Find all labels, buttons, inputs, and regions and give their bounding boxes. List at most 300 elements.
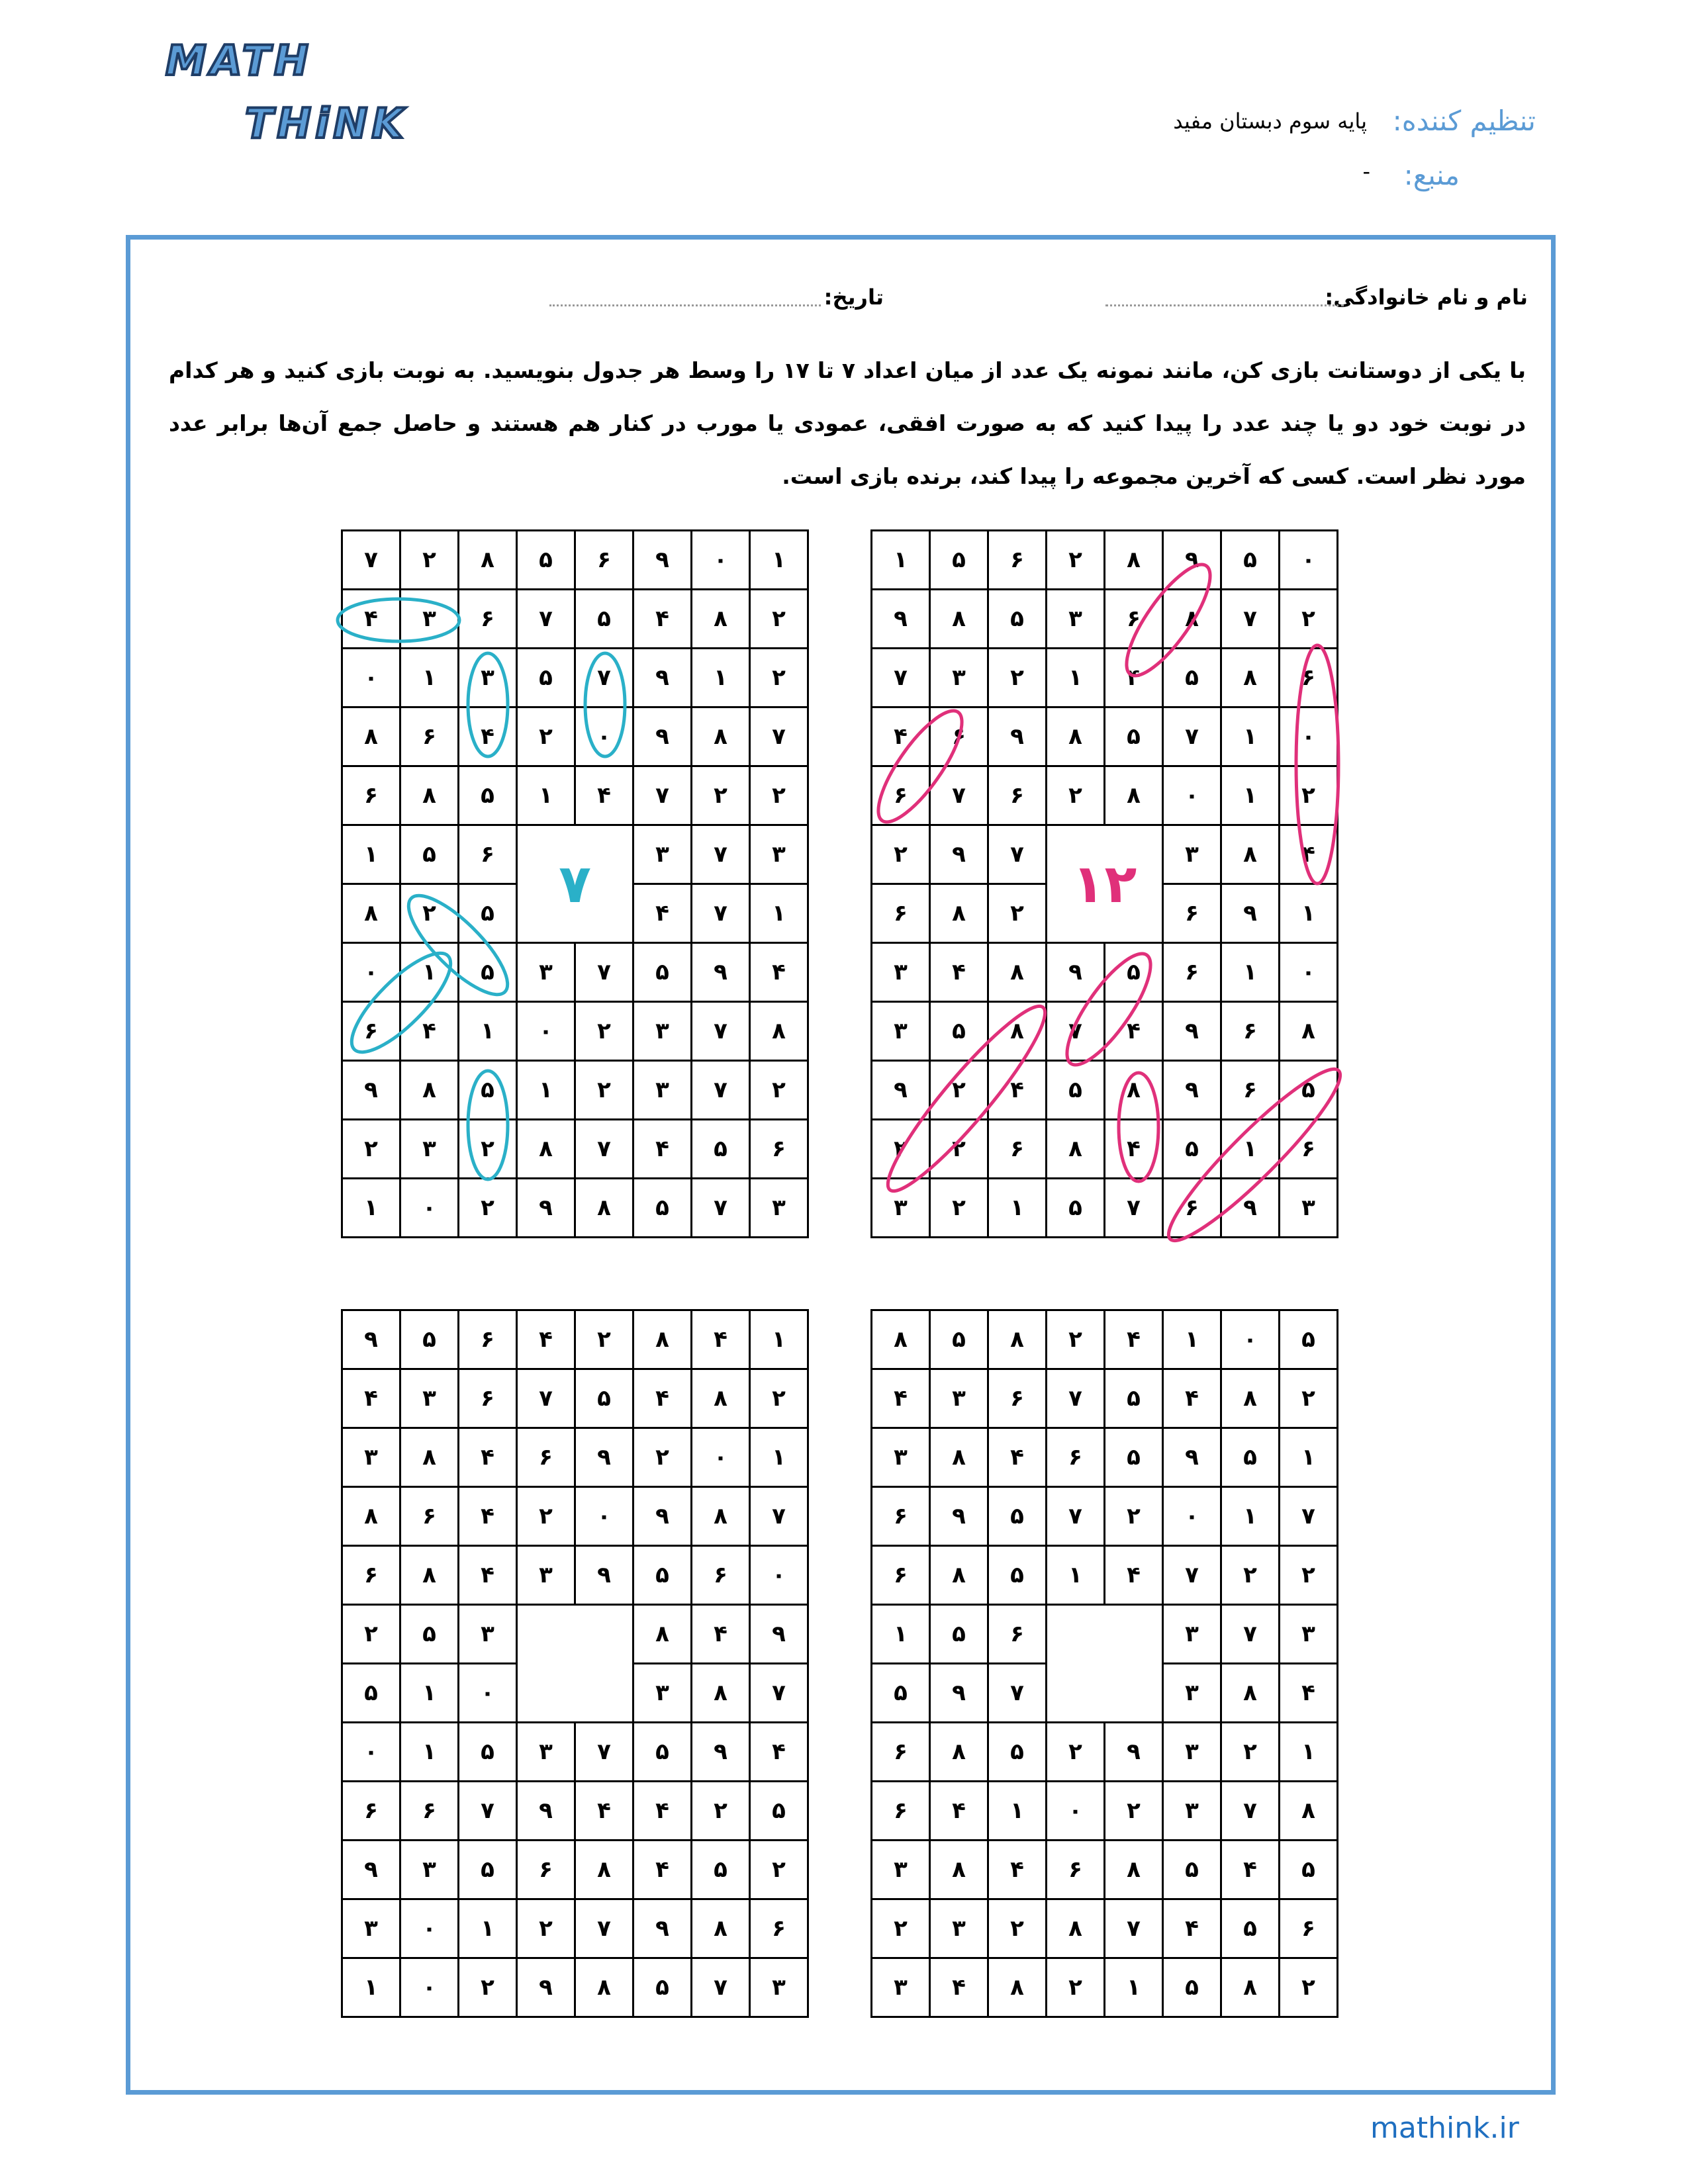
- grid-row: [342, 825, 808, 884]
- grid-cell: ۲: [633, 1428, 692, 1487]
- grid-cell: ۹: [930, 825, 988, 884]
- grid-cell: ۵: [459, 884, 517, 943]
- grid-cell: ۲: [400, 531, 459, 590]
- grid-cell: ۸: [400, 1061, 459, 1120]
- grid-cell: ۵: [930, 1002, 988, 1061]
- grid-cell: ۵: [1221, 1428, 1280, 1487]
- grid-cell: ۰: [342, 1723, 400, 1782]
- grid-cell: ۵: [930, 1310, 988, 1369]
- grid-cell: ۲: [988, 884, 1047, 943]
- grid-cell: ۰: [342, 943, 400, 1002]
- grid-cell: ۴: [342, 590, 400, 649]
- grid-cell: ۸: [1105, 1841, 1163, 1899]
- grid-cell: ۵: [517, 531, 575, 590]
- grid-row: [872, 1310, 1338, 1369]
- grid-cell: ۸: [1221, 1958, 1280, 2017]
- number-grid-top-left: [341, 529, 809, 1238]
- grid-row: [342, 1310, 808, 1369]
- grid-cell: ۶: [750, 1899, 808, 1958]
- grid-cell: ۶: [1163, 943, 1221, 1002]
- grid-cell: ۴: [633, 1120, 692, 1179]
- grid-row: [872, 825, 1338, 884]
- grid-cell: ۸: [1047, 1899, 1105, 1958]
- grid-cell: ۳: [633, 1664, 692, 1723]
- grid-cell: ۰: [1280, 707, 1338, 766]
- grid-cell: ۰: [400, 1899, 459, 1958]
- grid-row: [872, 1723, 1338, 1782]
- grid-cell: ۰: [1047, 1782, 1105, 1841]
- math-think-logo: [165, 36, 430, 162]
- grid-cell: ۸: [1105, 531, 1163, 590]
- grid-cell: ۶: [1047, 1428, 1105, 1487]
- grid-cell: ۹: [872, 590, 930, 649]
- grid-cell: ۰: [342, 649, 400, 707]
- grid-cell: ۵: [1105, 1428, 1163, 1487]
- grid-cell: ۷: [1163, 707, 1221, 766]
- grid-cell: ۴: [930, 1958, 988, 2017]
- grid-row: [342, 649, 808, 707]
- grid-cell: ۴: [575, 1782, 633, 1841]
- grid-cell: ۲: [517, 1487, 575, 1546]
- grid-cell: ۰: [400, 1179, 459, 1238]
- grid-cell: ۲: [692, 1782, 750, 1841]
- grid-cell: ۶: [575, 531, 633, 590]
- grid-cell: ۷: [517, 1369, 575, 1428]
- grid-cell: ۰: [517, 1002, 575, 1061]
- grid-cell: ۱: [1280, 1723, 1338, 1782]
- grid-cell: ۹: [342, 1841, 400, 1899]
- grid-row: [342, 1428, 808, 1487]
- grid-cell: ۲: [1047, 1310, 1105, 1369]
- grid-cell: ۱: [400, 649, 459, 707]
- grid-cell: ۴: [1163, 1369, 1221, 1428]
- grid-cell: ۵: [633, 943, 692, 1002]
- grid-cell: ۴: [633, 1841, 692, 1899]
- grid-row: [872, 1179, 1338, 1238]
- grid-cell: ۵: [633, 1723, 692, 1782]
- logo-line-2: THiNK: [245, 99, 408, 148]
- grid-cell: ۹: [692, 1723, 750, 1782]
- grid-cell: ۱: [1221, 1487, 1280, 1546]
- grid-cell: ۸: [692, 1664, 750, 1723]
- grid-cell: ۷: [1047, 1369, 1105, 1428]
- grid-row: [342, 1369, 808, 1428]
- grid-cell: ۵: [400, 1605, 459, 1664]
- grid-row: [872, 1369, 1338, 1428]
- grid-row: [872, 1428, 1338, 1487]
- grid-cell: ۳: [750, 1958, 808, 2017]
- grid-cell: ۴: [930, 943, 988, 1002]
- grid-cell: ۴: [1163, 1899, 1221, 1958]
- grid-cell: ۳: [459, 1605, 517, 1664]
- grid-cell: ۳: [750, 1179, 808, 1238]
- grid-cell: ۳: [750, 825, 808, 884]
- grid-cell: ۶: [459, 1369, 517, 1428]
- grid-cell: ۷: [692, 825, 750, 884]
- grid-cell: ۶: [342, 1002, 400, 1061]
- grid-cell: ۵: [459, 1723, 517, 1782]
- grid-cell: ۲: [750, 766, 808, 825]
- grid-cell: ۷: [692, 1002, 750, 1061]
- grid-cell: ۶: [1221, 1061, 1280, 1120]
- grid-cell: ۳: [872, 943, 930, 1002]
- grid-cell: ۸: [1221, 1369, 1280, 1428]
- grid-cell: ۶: [1280, 1899, 1338, 1958]
- grid-cell: ۷: [1280, 1487, 1338, 1546]
- grid-cell: ۴: [750, 1723, 808, 1782]
- grid-cell: ۹: [1047, 943, 1105, 1002]
- grid-cell: ۱: [1163, 1310, 1221, 1369]
- grid-cell: ۸: [1221, 649, 1280, 707]
- grid-cell: ۳: [1280, 1605, 1338, 1664]
- grid-cell: ۹: [1221, 1179, 1280, 1238]
- grid-cell: ۴: [1105, 1002, 1163, 1061]
- grid-cell: ۸: [1047, 707, 1105, 766]
- grid-cell: ۴: [1280, 825, 1338, 884]
- grid-cell: ۶: [988, 766, 1047, 825]
- grid-cell: ۷: [750, 1487, 808, 1546]
- grid-cell: ۶: [400, 1782, 459, 1841]
- grid-cell: ۷: [575, 943, 633, 1002]
- grid-row: [342, 707, 808, 766]
- grid-cell: ۵: [342, 1664, 400, 1723]
- grid-cell: ۸: [988, 943, 1047, 1002]
- grid-cell: ۷: [1105, 1899, 1163, 1958]
- grid-cell: ۰: [400, 1958, 459, 2017]
- grid-cell: ۹: [872, 1061, 930, 1120]
- grid-row: [872, 1546, 1338, 1605]
- grid-cell: ۸: [692, 707, 750, 766]
- grid-cell: ۸: [692, 590, 750, 649]
- grid-cell: ۸: [988, 1002, 1047, 1061]
- grid-row: [872, 1061, 1338, 1120]
- grid-cell: ۵: [1163, 1841, 1221, 1899]
- grid-cell: ۳: [1163, 1664, 1221, 1723]
- grid-cell: ۱: [342, 1958, 400, 2017]
- grid-cell: ۷: [575, 1120, 633, 1179]
- grid-cell: ۸: [342, 707, 400, 766]
- grid-cell: ۴: [1105, 1310, 1163, 1369]
- grid-cell: ۷: [1221, 1782, 1280, 1841]
- grid-cell: ۸: [692, 1899, 750, 1958]
- grid-cell: ۴: [459, 1487, 517, 1546]
- grid-cell: ۷: [692, 884, 750, 943]
- grid-cell: ۲: [575, 1061, 633, 1120]
- name-field[interactable]: [1105, 304, 1344, 306]
- grid-cell: ۹: [1163, 531, 1221, 590]
- date-field[interactable]: [549, 304, 821, 306]
- grid-cell: ۷: [517, 590, 575, 649]
- grid-row: [342, 1061, 808, 1120]
- grid-cell: ۱: [750, 1310, 808, 1369]
- grid-cell: ۳: [930, 1369, 988, 1428]
- grid-cell: ۴: [872, 707, 930, 766]
- grid-cell: ۵: [1105, 707, 1163, 766]
- grid-cell: ۷: [692, 1179, 750, 1238]
- grid-cell: ۷: [575, 649, 633, 707]
- grid-cell: ۵: [692, 1841, 750, 1899]
- grid-cell: ۹: [517, 1179, 575, 1238]
- grid-row: [342, 1487, 808, 1546]
- grid-cell: ۱: [1221, 1120, 1280, 1179]
- grid-cell: ۸: [342, 1487, 400, 1546]
- grid-cell: ۵: [575, 590, 633, 649]
- grid-cell: ۸: [459, 531, 517, 590]
- grid-cell: ۰: [575, 707, 633, 766]
- grid-cell: ۵: [1221, 531, 1280, 590]
- grid-cell: ۵: [692, 1120, 750, 1179]
- grid-cell: ۸: [930, 1546, 988, 1605]
- grid-cell: ۲: [1047, 1958, 1105, 2017]
- grid-cell: ۴: [633, 1369, 692, 1428]
- grid-cell: ۵: [517, 649, 575, 707]
- grid-cell: ۶: [400, 707, 459, 766]
- grid-cell: ۴: [633, 884, 692, 943]
- grid-cell: ۶: [400, 1487, 459, 1546]
- grid-cell: ۵: [1221, 1899, 1280, 1958]
- grid-cell: ۲: [930, 1061, 988, 1120]
- grid-cell: ۷: [930, 766, 988, 825]
- grid-cell: ۳: [633, 1002, 692, 1061]
- grid-row: [342, 1723, 808, 1782]
- grid-cell: ۵: [988, 1487, 1047, 1546]
- grid-cell: ۱: [459, 1002, 517, 1061]
- grid-cell: ۳: [459, 649, 517, 707]
- grid-cell: ۱: [872, 1605, 930, 1664]
- grid-cell: ۵: [988, 590, 1047, 649]
- grid-center-number[interactable]: ۱۲: [1072, 853, 1137, 915]
- grid-cell: ۷: [342, 531, 400, 590]
- name-label: نام و نام خانوادگی:: [1325, 285, 1528, 310]
- grid-cell: ۵: [459, 943, 517, 1002]
- grid-cell: ۸: [575, 1841, 633, 1899]
- grid-cell: ۴: [633, 1782, 692, 1841]
- grid-cell: ۸: [988, 1958, 1047, 2017]
- date-label: تاریخ:: [823, 285, 884, 310]
- grid-cell: ۳: [1163, 1605, 1221, 1664]
- grid-cell: ۱: [1280, 1428, 1338, 1487]
- grid-cell: ۱: [342, 825, 400, 884]
- grid-row: [872, 1002, 1338, 1061]
- grid-cell: ۶: [988, 531, 1047, 590]
- grid-cell: ۳: [400, 590, 459, 649]
- grid-cell: ۹: [1163, 1061, 1221, 1120]
- grid-row: [342, 1002, 808, 1061]
- grid-cell: ۲: [1105, 1782, 1163, 1841]
- grid-cell: ۸: [872, 1310, 930, 1369]
- grid-cell: ۶: [750, 1120, 808, 1179]
- grid-cell: ۷: [633, 766, 692, 825]
- grid-cell: ۲: [872, 825, 930, 884]
- grid-cell: ۱: [1221, 707, 1280, 766]
- grid-cell: ۴: [1105, 649, 1163, 707]
- grid-cell: ۷: [1047, 1487, 1105, 1546]
- grid-cell: ۶: [342, 766, 400, 825]
- grid-cell: ۶: [517, 1428, 575, 1487]
- grid-row: [342, 943, 808, 1002]
- grid-cell: ۶: [342, 1546, 400, 1605]
- grid-cell: ۲: [988, 1899, 1047, 1958]
- grid-cell: ۲: [1221, 1723, 1280, 1782]
- grid-cell: ۲: [342, 1120, 400, 1179]
- number-grid-top-right: [870, 529, 1338, 1238]
- grid-cell: ۴: [988, 1061, 1047, 1120]
- grid-cell: ۶: [342, 1782, 400, 1841]
- grid-row: [872, 766, 1338, 825]
- grid-cell: ۵: [1047, 1179, 1105, 1238]
- grid-cell: ۲: [750, 590, 808, 649]
- grid-cell: ۵: [1280, 1310, 1338, 1369]
- grid-cell: ۲: [459, 1120, 517, 1179]
- grid-cell: ۹: [575, 1428, 633, 1487]
- grid-row: [342, 1958, 808, 2017]
- grid-cell: ۵: [400, 825, 459, 884]
- grid-cell: ۵: [633, 1179, 692, 1238]
- grid-cell: ۹: [575, 1546, 633, 1605]
- grid-cell: ۷: [1047, 1002, 1105, 1061]
- grid-cell: ۹: [1105, 1723, 1163, 1782]
- grid-cell: ۵: [988, 1723, 1047, 1782]
- grid-cell: ۴: [517, 1310, 575, 1369]
- grid-cell: ۸: [400, 1546, 459, 1605]
- grid-cell: ۶: [692, 1546, 750, 1605]
- instructions: با یکی از دوستانت بازی کن، مانند نمونه یک عدد از میان اعداد ۷ تا ۱۷ را وسط هر جدول بنویسید. به نوبت بازی کنید و هر کدام در نوبت خود دو یا چند عدد را پیدا کنید که به صورت افقی، عمودی یا مورب در کنار هم هستند و حاصل جمع آن‌ها برابر عدد مورد نظر است. کسی که آخرین مجموعه را پیدا کند، برنده بازی است.: [169, 357, 1526, 489]
- grid-cell: ۱: [342, 1179, 400, 1238]
- grid-cell: ۸: [400, 1428, 459, 1487]
- grid-cell: ۶: [872, 1546, 930, 1605]
- grid-cell: ۱: [692, 649, 750, 707]
- grid-cell: ۸: [517, 1120, 575, 1179]
- grid-row: [342, 1120, 808, 1179]
- grid-cell: ۶: [1280, 1120, 1338, 1179]
- grid-cell: ۲: [930, 1120, 988, 1179]
- grid-row: [872, 1120, 1338, 1179]
- grid-cell: ۸: [575, 1179, 633, 1238]
- grid-cell: ۸: [1163, 590, 1221, 649]
- grid-cell: ۲: [750, 649, 808, 707]
- grid-cell: ۷: [575, 1899, 633, 1958]
- grid-row: [342, 1841, 808, 1899]
- grid-row: [872, 1782, 1338, 1841]
- grid-cell: ۸: [400, 766, 459, 825]
- grid-cell: ۹: [988, 707, 1047, 766]
- grid-cell: ۶: [872, 1487, 930, 1546]
- grid-cell: ۲: [575, 1310, 633, 1369]
- grid-row: [342, 1546, 808, 1605]
- grid-cell: ۵: [1163, 1120, 1221, 1179]
- grid-center-number[interactable]: [1047, 1605, 1163, 1723]
- grid-cell: ۴: [1105, 1120, 1163, 1179]
- organizer-label: تنظیم کننده:: [1392, 105, 1536, 137]
- grid-cell: ۴: [459, 707, 517, 766]
- grid-cell: ۷: [872, 649, 930, 707]
- grid-center-number[interactable]: [517, 1605, 633, 1723]
- organizer-value: پایه سوم دبستان مفید: [1173, 109, 1367, 134]
- grid-cell: ۳: [872, 1841, 930, 1899]
- grid-cell: ۴: [692, 1310, 750, 1369]
- grid-cell: ۶: [988, 1605, 1047, 1664]
- grid-cell: ۲: [1047, 766, 1105, 825]
- grid-cell: ۹: [633, 1487, 692, 1546]
- grid-cell: ۷: [750, 1664, 808, 1723]
- grid-cell: ۷: [1163, 1546, 1221, 1605]
- grid-cell: ۵: [400, 1310, 459, 1369]
- grid-cell: ۵: [633, 1546, 692, 1605]
- grid-row: [342, 590, 808, 649]
- grid-cell: ۶: [1047, 1841, 1105, 1899]
- grid-cell: ۳: [930, 1899, 988, 1958]
- grid-row: [342, 531, 808, 590]
- grid-cell: ۳: [1163, 1782, 1221, 1841]
- grid-cell: ۳: [1163, 825, 1221, 884]
- grid-cell: ۷: [1221, 590, 1280, 649]
- grid-cell: ۹: [1221, 884, 1280, 943]
- grid-cell: ۵: [1280, 1841, 1338, 1899]
- grid-cell: ۳: [342, 1428, 400, 1487]
- grid-cell: ۹: [633, 649, 692, 707]
- grid-cell: ۶: [1163, 1179, 1221, 1238]
- grid-cell: ۱: [988, 1179, 1047, 1238]
- grid-row: [872, 943, 1338, 1002]
- grid-cell: ۴: [1221, 1841, 1280, 1899]
- grid-cell: ۴: [930, 1782, 988, 1841]
- grid-cell: ۶: [930, 707, 988, 766]
- grid-cell: ۲: [1221, 1546, 1280, 1605]
- grid-cell: ۵: [575, 1369, 633, 1428]
- grid-cell: ۰: [692, 531, 750, 590]
- grid-cell: ۳: [633, 825, 692, 884]
- grid-center-number[interactable]: ۷: [559, 853, 591, 915]
- grid-cell: ۳: [1163, 1723, 1221, 1782]
- grid-cell: ۱: [750, 1428, 808, 1487]
- grid-cell: ۲: [750, 1369, 808, 1428]
- grid-cell: ۸: [750, 1002, 808, 1061]
- grid-cell: ۱: [1221, 943, 1280, 1002]
- grid-cell: ۶: [1105, 590, 1163, 649]
- grid-cell: ۲: [872, 1120, 930, 1179]
- grid-cell: ۵: [930, 1605, 988, 1664]
- grid-cell: ۴: [342, 1369, 400, 1428]
- footer-website[interactable]: mathink.ir: [1370, 2111, 1519, 2145]
- grid-cell: ۵: [872, 1664, 930, 1723]
- grid-cell: ۸: [930, 1428, 988, 1487]
- grid-cell: ۲: [459, 1958, 517, 2017]
- grid-cell: ۵: [988, 1546, 1047, 1605]
- grid-cell: ۵: [1163, 649, 1221, 707]
- grid-cell: ۳: [517, 1546, 575, 1605]
- grid-cell: ۹: [633, 531, 692, 590]
- grid-cell: ۰: [1163, 766, 1221, 825]
- grid-cell: ۷: [1221, 1605, 1280, 1664]
- grid-cell: ۹: [342, 1310, 400, 1369]
- grid-cell: ۸: [1047, 1120, 1105, 1179]
- grid-cell: ۱: [1047, 1546, 1105, 1605]
- grid-cell: ۷: [750, 707, 808, 766]
- grid-cell: ۴: [988, 1841, 1047, 1899]
- grid-cell: ۷: [575, 1723, 633, 1782]
- grid-cell: ۳: [400, 1120, 459, 1179]
- grid-cell: ۴: [872, 1369, 930, 1428]
- grid-cell: ۰: [459, 1664, 517, 1723]
- grid-cell: ۹: [750, 1605, 808, 1664]
- grid-cell: ۲: [575, 1002, 633, 1061]
- grid-cell: ۹: [930, 1487, 988, 1546]
- grid-cell: ۱: [750, 531, 808, 590]
- grid-cell: ۳: [1280, 1179, 1338, 1238]
- grid-cell: ۵: [1163, 1958, 1221, 2017]
- grid-cell: ۲: [872, 1899, 930, 1958]
- grid-row: [872, 1487, 1338, 1546]
